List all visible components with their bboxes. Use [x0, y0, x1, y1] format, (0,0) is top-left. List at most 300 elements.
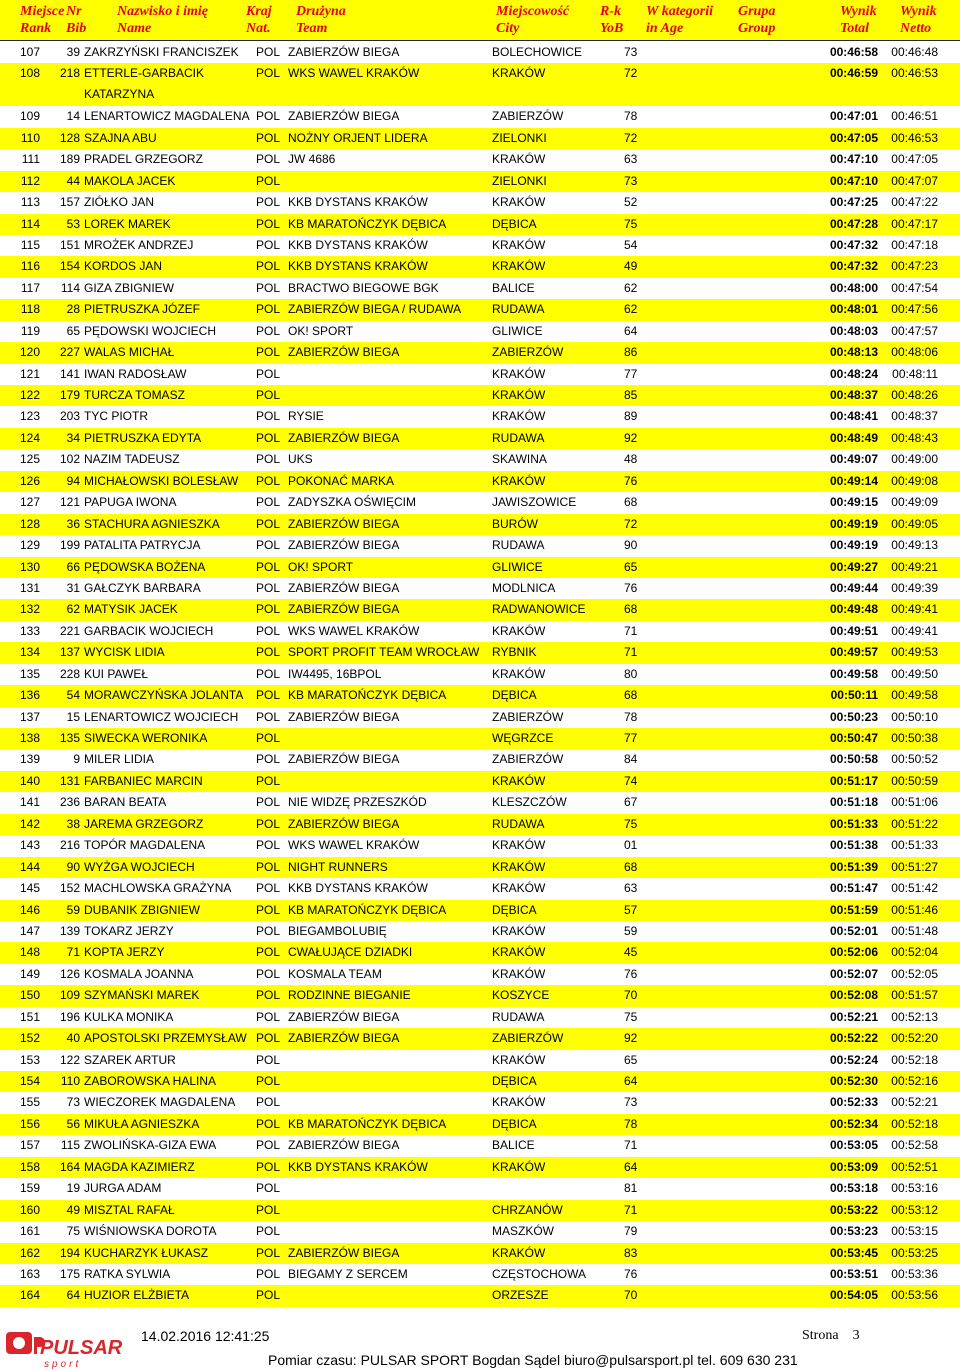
cell-netto: 00:49:21: [891, 559, 938, 574]
cell-nat: POL: [256, 688, 281, 703]
cell-yob: 90: [624, 538, 638, 553]
cell-rank: 151: [19, 1009, 40, 1024]
table-row: [0, 942, 960, 963]
cell-total: 00:51:39: [829, 859, 878, 874]
cell-netto: 00:47:57: [891, 323, 938, 338]
cell-netto: 00:49:41: [891, 623, 938, 638]
svg-text:PULSAR: PULSAR: [40, 1337, 123, 1359]
cell-bib: 36: [66, 516, 80, 531]
cell-netto: 00:48:43: [891, 430, 938, 445]
cell-name: WYŻGA WOJCIECH: [84, 859, 195, 874]
cell-bib: 66: [66, 559, 80, 574]
cell-name: MAKOLA JACEK: [84, 173, 176, 188]
cell-name: GAŁCZYK BARBARA: [84, 580, 201, 595]
cell-city: KRAKÓW: [492, 859, 546, 874]
cell-rank: 120: [19, 345, 40, 360]
cell-nat: POL: [256, 66, 281, 81]
cell-total: 00:52:06: [829, 945, 878, 960]
cell-rank: 140: [19, 773, 40, 788]
table-row: [0, 1028, 960, 1049]
table-row: [0, 535, 960, 556]
cell-name: BARAN BEATA: [84, 795, 167, 810]
cell-yob: 71: [624, 645, 638, 660]
cell-rank: 110: [20, 130, 40, 145]
cell-nat: POL: [256, 966, 281, 981]
cell-city: RUDAWA: [492, 538, 545, 553]
cell-total: 00:46:58: [829, 45, 878, 59]
cell-nat: POL: [256, 1224, 281, 1239]
cell-yob: 76: [624, 580, 638, 595]
cell-rank: 148: [19, 945, 40, 960]
cell-rank: 112: [20, 173, 40, 188]
cell-city: RUDAWA: [492, 816, 545, 831]
cell-total: 00:49:27: [829, 559, 878, 574]
cell-rank: 116: [20, 259, 40, 274]
cell-bib: 75: [66, 1224, 80, 1239]
cell-nat: POL: [256, 731, 281, 746]
cell-yob: 72: [624, 516, 638, 531]
table-row: [0, 42, 960, 63]
cell-name: MORAWCZYŃSKA JOLANTA: [84, 688, 244, 703]
cell-city: KRAKÓW: [492, 366, 546, 381]
cell-name: LENARTOWICZ MAGDALENA: [84, 109, 250, 124]
cell-city: RUDAWA: [492, 302, 545, 317]
cell-rank: 161: [19, 1224, 40, 1239]
cell-team: ZABIERZÓW BIEGA: [288, 45, 400, 59]
cell-name: GARBACIK WOJCIECH: [84, 623, 214, 638]
cell-yob: 68: [624, 859, 638, 874]
cell-rank: 115: [20, 237, 40, 252]
cell-total: 00:49:19: [829, 516, 878, 531]
table-row: [0, 664, 960, 685]
cell-team: KKB DYSTANS KRAKÓW: [288, 195, 428, 210]
print-timestamp: 14.02.2016 12:41:25: [141, 1328, 270, 1344]
table-row: [0, 749, 960, 770]
cell-nat: POL: [256, 45, 281, 59]
table-row: [0, 1007, 960, 1028]
page-footer: [0, 1323, 960, 1371]
cell-name: MACHLOWSKA GRAŻYNA: [84, 881, 232, 896]
cell-name: JAREMA GRZEGORZ: [84, 816, 204, 831]
cell-name: TOKARZ JERZY: [84, 923, 174, 938]
cell-rank: 125: [19, 452, 40, 467]
cell-name: SIWECKA WERONIKA: [84, 731, 208, 746]
cell-team: KB MARATOŃCZYK DĘBICA: [288, 1116, 447, 1131]
cell-name: NAZIM TADEUSZ: [84, 452, 180, 467]
cell-netto: 00:53:36: [891, 1266, 938, 1281]
cell-yob: 68: [624, 688, 638, 703]
header-category: W kategorii in Age: [646, 4, 714, 36]
cell-nat: POL: [256, 152, 281, 167]
cell-city: BURÓW: [492, 516, 538, 531]
cell-team: UKS: [288, 452, 313, 467]
cell-name: KOSMALA JOANNA: [84, 966, 194, 981]
cell-name: KUCHARZYK ŁUKASZ: [84, 1245, 209, 1260]
cell-bib: 175: [59, 1266, 80, 1281]
cell-city: ZABIERZÓW: [492, 752, 564, 767]
cell-city: KRAKÓW: [492, 388, 546, 403]
cell-total: 00:50:58: [829, 752, 878, 767]
cell-city: ZIELONKI: [492, 173, 547, 188]
cell-name: MAGDA KAZIMIERZ: [84, 1159, 195, 1174]
cell-rank: 128: [19, 516, 40, 531]
cell-total: 00:52:21: [829, 1009, 878, 1024]
cell-rank: 126: [19, 473, 40, 488]
cell-city: RYBNIK: [492, 645, 537, 660]
cell-yob: 65: [624, 559, 638, 574]
table-row: [0, 685, 960, 706]
table-row: [0, 1114, 960, 1135]
cell-team: ZABIERZÓW BIEGA: [288, 752, 400, 767]
cell-rank: 124: [19, 430, 40, 445]
cell-city: GLIWICE: [492, 323, 543, 338]
cell-total: 00:53:09: [829, 1159, 878, 1174]
cell-yob: 64: [624, 1074, 638, 1089]
cell-netto: 00:49:08: [891, 473, 938, 488]
cell-total: 00:47:28: [829, 216, 878, 231]
cell-yob: 75: [624, 216, 638, 231]
cell-nat: POL: [256, 1181, 281, 1196]
table-row: [0, 621, 960, 642]
cell-rank: 139: [19, 752, 40, 767]
table-row: [0, 428, 960, 449]
cell-team: KOSMALA TEAM: [288, 966, 382, 981]
cell-bib: 196: [59, 1009, 80, 1024]
cell-bib: 199: [59, 538, 80, 553]
header-nat: Kraj Nat.: [246, 4, 272, 36]
cell-yob: 63: [624, 152, 638, 167]
cell-team: ZABIERZÓW BIEGA: [288, 516, 400, 531]
cell-netto: 00:51:46: [891, 902, 938, 917]
cell-nat: POL: [256, 430, 281, 445]
cell-yob: 65: [624, 1052, 638, 1067]
cell-yob: 79: [624, 1224, 638, 1239]
cell-netto: 00:51:27: [891, 859, 938, 874]
cell-team: ZABIERZÓW BIEGA: [288, 602, 400, 617]
cell-name: SZAJNA ABU: [84, 130, 157, 145]
cell-name: WIŚNIOWSKA DOROTA: [84, 1224, 217, 1239]
cell-city: MODLNICA: [492, 580, 556, 595]
cell-name: MATYSIK JACEK: [84, 602, 178, 617]
cell-bib: 39: [66, 45, 80, 59]
table-row: [0, 835, 960, 856]
cell-netto: 00:48:11: [892, 366, 938, 381]
cell-rank: 109: [19, 109, 40, 124]
cell-name: PAPUGA IWONA: [84, 495, 177, 510]
cell-rank: 143: [19, 838, 40, 853]
cell-total: 00:51:38: [829, 838, 878, 853]
timing-credit: Pomiar czasu: PULSAR SPORT Bogdan Sądel biuro@pulsarsport.pl tel. 609 630 231: [268, 1352, 798, 1368]
header-name: Nazwisko i imię Name: [117, 4, 209, 36]
cell-team: KKB DYSTANS KRAKÓW: [288, 881, 428, 896]
cell-city: JAWISZOWICE: [492, 495, 577, 510]
cell-total: 00:54:05: [829, 1288, 878, 1303]
cell-yob: 85: [624, 388, 638, 403]
cell-netto: 00:48:06: [891, 345, 938, 360]
table-row: [0, 1221, 960, 1242]
table-row: [0, 514, 960, 535]
cell-team: KKB DYSTANS KRAKÓW: [288, 1159, 428, 1174]
table-row: [0, 814, 960, 835]
cell-bib: 152: [59, 881, 80, 896]
cell-yob: 62: [624, 280, 638, 295]
cell-name: WALAS MICHAŁ: [84, 345, 175, 360]
table-row: [0, 471, 960, 492]
cell-bib: 121: [59, 495, 80, 510]
table-row: [0, 299, 960, 320]
cell-yob: 71: [624, 1202, 638, 1217]
cell-bib: 189: [59, 152, 80, 167]
cell-yob: 81: [624, 1181, 638, 1196]
cell-team: KB MARATOŃCZYK DĘBICA: [288, 902, 447, 917]
cell-total: 00:49:14: [829, 473, 878, 488]
cell-nat: POL: [256, 237, 281, 252]
cell-name: PRADEL GRZEGORZ: [84, 152, 203, 167]
cell-team: KB MARATOŃCZYK DĘBICA: [288, 688, 447, 703]
cell-nat: POL: [256, 280, 281, 295]
cell-total: 00:49:48: [829, 602, 878, 617]
cell-yob: 76: [624, 966, 638, 981]
cell-nat: POL: [256, 752, 281, 767]
header-rank: Miejsce Rank: [20, 4, 65, 36]
table-row: [0, 128, 960, 149]
cell-total: 00:51:17: [829, 773, 878, 788]
cell-total: 00:48:01: [829, 302, 878, 317]
cell-name: GIZA ZBIGNIEW: [84, 280, 175, 295]
cell-bib: 194: [59, 1245, 80, 1260]
cell-city: DĘBICA: [492, 216, 537, 231]
cell-netto: 00:52:13: [891, 1009, 938, 1024]
table-row: [0, 1071, 960, 1092]
cell-name: ZABOROWSKA HALINA: [84, 1074, 217, 1089]
cell-team: NIGHT RUNNERS: [288, 859, 388, 874]
cell-total: 00:49:07: [829, 452, 878, 467]
cell-city: ORZESZE: [492, 1288, 549, 1303]
cell-rank: 141: [19, 795, 40, 810]
cell-nat: POL: [256, 259, 281, 274]
cell-rank: 121: [19, 366, 40, 381]
cell-rank: 147: [19, 923, 40, 938]
cell-bib: 122: [59, 1052, 80, 1067]
cell-total: 00:48:49: [829, 430, 878, 445]
cell-city: CHRZANÓW: [492, 1202, 563, 1217]
cell-bib: 115: [60, 1138, 80, 1153]
cell-netto: 00:47:23: [891, 259, 938, 274]
cell-rank: 158: [19, 1159, 40, 1174]
table-row: [0, 63, 960, 106]
cell-city: KRAKÓW: [492, 473, 546, 488]
cell-name: LENARTOWICZ WOJCIECH: [84, 709, 239, 724]
cell-rank: 122: [19, 388, 40, 403]
cell-nat: POL: [256, 816, 281, 831]
cell-yob: 86: [624, 345, 638, 360]
cell-netto: 00:52:51: [891, 1159, 938, 1174]
cell-netto: 00:50:38: [891, 731, 938, 746]
cell-nat: POL: [256, 580, 281, 595]
cell-name: PIETRUSZKA EDYTA: [84, 430, 202, 445]
cell-netto: 00:46:51: [891, 109, 938, 124]
cell-netto: 00:51:33: [891, 838, 938, 853]
cell-team: BIEGAMY Z SERCEM: [288, 1266, 408, 1281]
header-city: Miejscowość City: [496, 4, 570, 36]
cell-rank: 134: [19, 645, 40, 660]
table-row: [0, 771, 960, 792]
cell-nat: POL: [256, 773, 281, 788]
cell-rank: 136: [19, 688, 40, 703]
table-row: [0, 406, 960, 427]
cell-name: SZAREK ARTUR: [84, 1052, 176, 1067]
cell-team: ZABIERZÓW BIEGA: [288, 345, 400, 360]
table-row: [0, 149, 960, 170]
cell-yob: 92: [624, 1031, 638, 1046]
cell-city: CZĘSTOCHOWA: [492, 1266, 587, 1281]
cell-total: 00:53:45: [829, 1245, 878, 1260]
cell-yob: 76: [624, 1266, 638, 1281]
table-row: [0, 921, 960, 942]
cell-team: ZABIERZÓW BIEGA: [288, 1245, 400, 1260]
cell-name: ZAKRZYŃSKI FRANCISZEK: [84, 45, 239, 59]
cell-name: MILER LIDIA: [84, 752, 155, 767]
cell-name: WYCISK LIDIA: [84, 645, 165, 660]
cell-city: RUDAWA: [492, 430, 545, 445]
cell-bib: 31: [66, 580, 80, 595]
cell-bib: 236: [59, 795, 80, 810]
table-row: [0, 256, 960, 277]
cell-netto: 00:51:06: [891, 795, 938, 810]
cell-nat: POL: [256, 388, 281, 403]
cell-rank: 153: [19, 1052, 40, 1067]
cell-city: KRAKÓW: [492, 1052, 546, 1067]
cell-yob: 67: [624, 795, 638, 810]
cell-netto: 00:46:53: [891, 66, 938, 81]
cell-rank: 129: [19, 538, 40, 553]
cell-total: 00:52:01: [829, 923, 878, 938]
cell-city: KRAKÓW: [492, 881, 546, 896]
cell-rank: 152: [19, 1031, 40, 1046]
cell-city: KRAKÓW: [492, 152, 546, 167]
cell-team: KB MARATOŃCZYK DĘBICA: [288, 216, 447, 231]
cell-team: JW 4686: [288, 152, 336, 167]
cell-nat: POL: [256, 409, 281, 424]
cell-rank: 107: [19, 45, 40, 59]
cell-total: 00:48:37: [829, 388, 878, 403]
cell-yob: 89: [624, 409, 638, 424]
cell-bib: 64: [66, 1288, 80, 1303]
cell-netto: 00:53:15: [891, 1224, 938, 1239]
cell-city: KRAKÓW: [492, 623, 546, 638]
cell-rank: 156: [19, 1116, 40, 1131]
cell-team: ZABIERZÓW BIEGA: [288, 1031, 400, 1046]
cell-bib: 110: [60, 1074, 80, 1089]
cell-city: KRAKÓW: [492, 966, 546, 981]
cell-nat: POL: [256, 495, 281, 510]
table-row: [0, 578, 960, 599]
cell-yob: 73: [624, 173, 638, 188]
cell-netto: 00:53:56: [891, 1288, 938, 1303]
cell-nat: POL: [256, 1009, 281, 1024]
table-row: [0, 449, 960, 470]
cell-nat: POL: [256, 1202, 281, 1217]
cell-rank: 108: [19, 66, 40, 81]
cell-name: RATKA SYLWIA: [84, 1266, 171, 1281]
cell-bib: 126: [59, 966, 80, 981]
cell-total: 00:51:18: [829, 795, 878, 810]
cell-city: KRAKÓW: [492, 773, 546, 788]
cell-total: 00:47:32: [829, 237, 878, 252]
cell-name: HUZIOR ELŻBIETA: [84, 1288, 190, 1303]
cell-team: ZABIERZÓW BIEGA: [288, 709, 400, 724]
cell-rank: 163: [19, 1266, 40, 1281]
cell-netto: 00:49:00: [891, 452, 938, 467]
cell-city: WĘGRZCE: [492, 731, 554, 746]
cell-team: ZABIERZÓW BIEGA: [288, 1138, 400, 1153]
cell-yob: 74: [624, 773, 638, 788]
cell-yob: 77: [624, 731, 638, 746]
cell-nat: POL: [256, 302, 281, 317]
cell-yob: 77: [624, 366, 638, 381]
cell-nat: POL: [256, 1266, 281, 1281]
cell-name: MICHAŁOWSKI BOLESŁAW: [84, 473, 239, 488]
table-row: [0, 192, 960, 213]
cell-bib: 157: [59, 195, 80, 210]
cell-yob: 78: [624, 1116, 638, 1131]
cell-yob: 64: [624, 1159, 638, 1174]
cell-team: IW4495, 16BPOL: [288, 666, 382, 681]
cell-netto: 00:53:12: [891, 1202, 938, 1217]
cell-name: ZIÓŁKO JAN: [84, 195, 155, 210]
table-row: [0, 106, 960, 127]
cell-rank: 123: [19, 409, 40, 424]
cell-total: 00:53:18: [829, 1181, 878, 1196]
cell-rank: 145: [19, 881, 40, 896]
cell-netto: 00:49:05: [891, 516, 938, 531]
cell-netto: 00:49:09: [891, 495, 938, 510]
cell-netto: 00:50:52: [891, 752, 938, 767]
cell-netto: 00:52:58: [891, 1138, 938, 1153]
cell-yob: 72: [624, 66, 638, 81]
cell-netto: 00:50:59: [891, 773, 938, 788]
cell-nat: POL: [256, 1074, 281, 1089]
cell-nat: POL: [256, 881, 281, 896]
cell-team: POKONAĆ MARKA: [288, 473, 395, 488]
cell-team: OK! SPORT: [288, 323, 354, 338]
cell-total: 00:51:47: [829, 881, 878, 896]
table-row: [0, 857, 960, 878]
cell-rank: 159: [19, 1181, 40, 1196]
cell-bib: 179: [59, 388, 80, 403]
cell-nat: POL: [256, 859, 281, 874]
cell-bib: 28: [66, 302, 80, 317]
table-row: [0, 342, 960, 363]
cell-city: DĘBICA: [492, 902, 537, 917]
cell-team: BIEGAMBOLUBIĘ: [288, 923, 387, 938]
cell-name: PATALITA PATRYCJA: [84, 538, 201, 553]
cell-bib: 151: [59, 237, 80, 252]
cell-city: KRAKÓW: [492, 666, 546, 681]
header-group: Grupa Group: [738, 4, 776, 36]
cell-yob: 75: [624, 816, 638, 831]
cell-nat: POL: [256, 1095, 281, 1110]
table-row: [0, 964, 960, 985]
cell-total: 00:50:11: [830, 688, 878, 703]
cell-yob: 70: [624, 1288, 638, 1303]
cell-bib: 164: [59, 1159, 80, 1174]
cell-yob: 63: [624, 881, 638, 896]
cell-nat: POL: [256, 945, 281, 960]
cell-total: 00:53:51: [829, 1266, 878, 1281]
cell-nat: POL: [256, 623, 281, 638]
cell-rank: 133: [19, 623, 40, 638]
